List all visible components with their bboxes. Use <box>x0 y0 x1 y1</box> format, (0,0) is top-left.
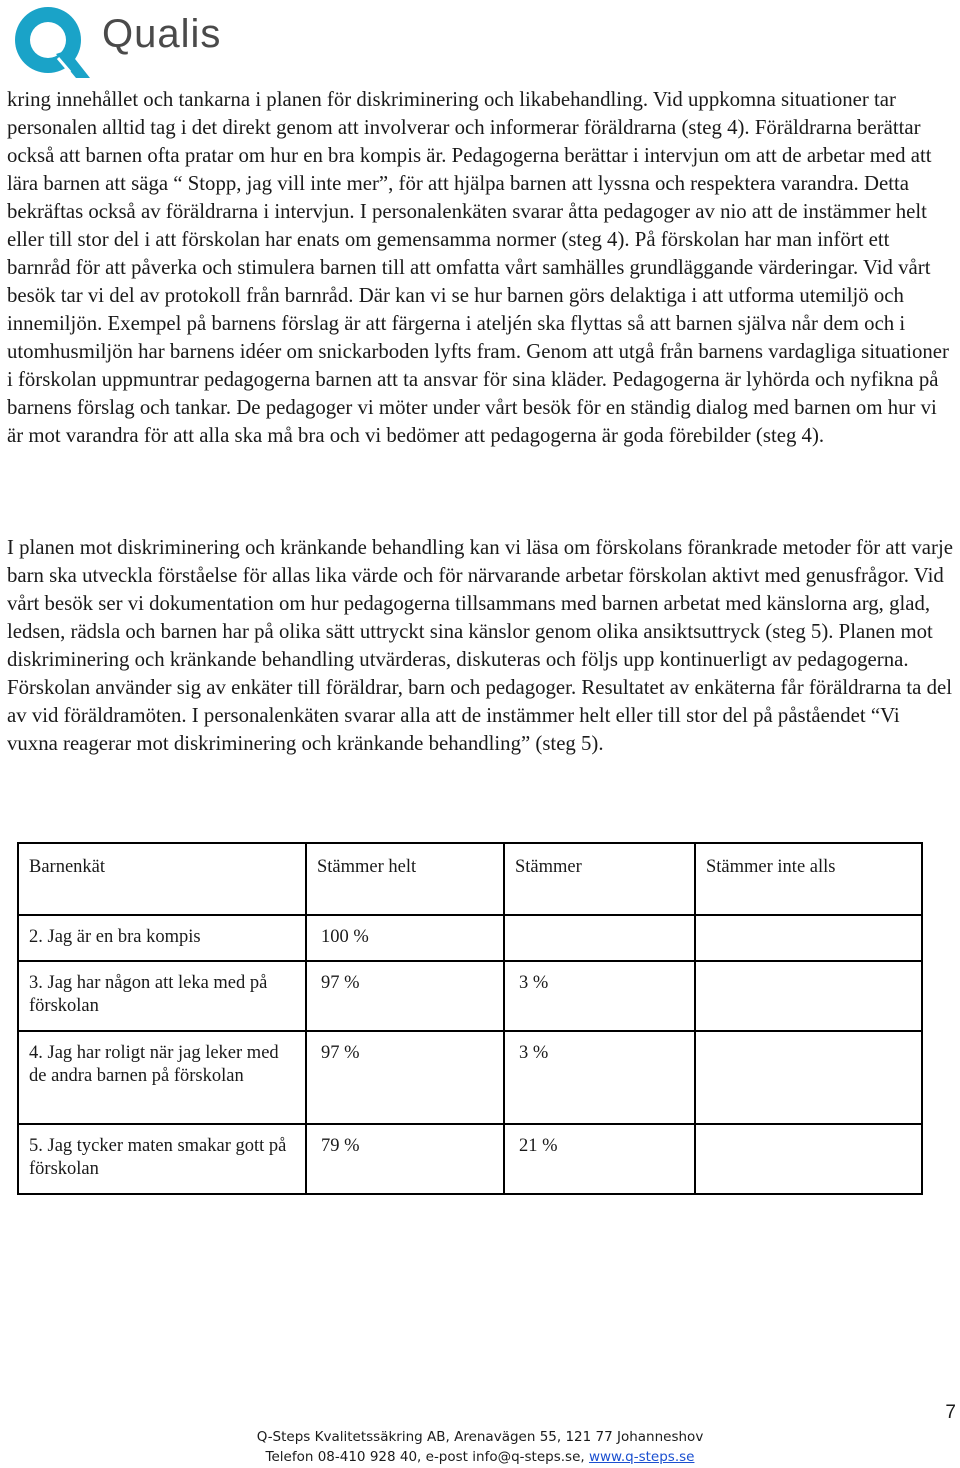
footer-website-link[interactable]: www.q-steps.se <box>588 1449 695 1465</box>
footer-contact <box>0 1447 960 1467</box>
table-cell-value: 21 % <box>504 1124 695 1194</box>
table-cell-question: 2. Jag är en bra kompis <box>18 915 306 961</box>
table-row <box>18 961 922 1031</box>
table-cell-value <box>695 1031 922 1124</box>
paragraph-1: kring innehållet och tankarna i planen för diskriminering och likabehandling. Vid uppkomna situationer tar personalen alltid tag i det direkt genom att involverar och informerar föräldrarna (steg 4). Föräldrarna berättar också att barnen ofta pratar om hur en bra kompis är. Pedagogerna berättar i intervjun om att de arbetar med att lära barnen att säga “ Stopp, jag vill inte mer”, för att hjälpa barnen att lyssna och respektera varandra. Detta bekräftas också av föräldrarna i intervjun. I personalenkäten svarar åtta pedagoger av nio att de instämmer helt eller till stor del i att förskolan har enats om gemensamma normer (steg 4). På förskolan har man infört ett barnråd för att påverka och stimulera barnen till att omfatta vårt samhälles grundläggande värderingar. Vid vårt besök tar vi del av protokoll från barnråd. Där kan vi se hur barnen görs delaktiga i att utforma utemiljö och innemiljön. Exempel på barnens förslag är att färgerna i ateljén ska flyttas så att barnen själva når dem och i utomhusmiljön har barnens idéer om snickarboden lyfts fram. Genom att utgå från barnens vardagliga situationer i förskolan uppmuntrar pedagogerna barnen att ta ansvar för sina kläder. Pedagogerna är lyhörda och nyfikna på barnens förslag och tankar. De pedagoger vi möter under vårt besök för en ständig dialog med barnen om hur vi är mot varandra för att alla ska må bra och vi bedömer att pedagogerna är goda förebilder (steg 4). <box>7 88 949 447</box>
page-number: 7 <box>945 1402 956 1423</box>
qualis-q-logo-icon <box>6 2 96 82</box>
logo-wordmark: Qualis <box>102 12 222 56</box>
footer-contact-text: Telefon 08-410 928 40, e-post info@q-steps.se, <box>265 1449 589 1465</box>
table-header-row <box>18 843 922 915</box>
table-cell-value: 100 % <box>306 915 504 961</box>
table-cell-question: 4. Jag har roligt när jag leker med de andra barnen på förskolan <box>18 1031 306 1124</box>
table-header-cell: Stämmer helt <box>306 843 504 915</box>
table-cell-value <box>695 1124 922 1194</box>
table-row <box>18 1031 922 1124</box>
table-cell-value: 97 % <box>306 961 504 1031</box>
table-cell-value <box>504 915 695 961</box>
table-cell-value <box>695 915 922 961</box>
table-cell-value: 79 % <box>306 1124 504 1194</box>
qualis-logo <box>6 2 236 82</box>
table-row <box>18 1124 922 1194</box>
table-cell-question: 5. Jag tycker maten smakar gott på förskolan <box>18 1124 306 1194</box>
table-header-cell: Stämmer inte alls <box>695 843 922 915</box>
table-header-cell: Barnenkät <box>18 843 306 915</box>
table-cell-value <box>695 961 922 1031</box>
table-cell-value: 3 % <box>504 1031 695 1124</box>
survey-table <box>17 842 923 1195</box>
footer-address: Q-Steps Kvalitetssäkring AB, Arenavägen 55, 121 77 Johanneshov <box>256 1429 704 1445</box>
table-cell-question: 3. Jag har någon att leka med på förskolan <box>18 961 306 1031</box>
table-row <box>18 915 922 961</box>
table-header-cell: Stämmer <box>504 843 695 915</box>
table-cell-value: 97 % <box>306 1031 504 1124</box>
paragraph-2: I planen mot diskriminering och kränkande behandling kan vi läsa om förskolans förankrade metoder för att varje barn ska utveckla förståelse för allas lika värde och för närvarande arbetar förskolan aktivt med genusfrågor. Vid vårt besök ser vi dokumentation om hur pedagogerna tillsammans med barnen arbetat med känslorna arg, glad, ledsen, rädsla och barnen har på olika sätt uttryckt sina känslor genom olika ansiktsuttryck (steg 5). Planen mot diskriminering och kränkande behandling utvärderas, diskuteras och följs upp kontinuerligt av pedagogerna. Förskolan använder sig av enkäter till föräldrar, barn och pedagoger. Resultatet av enkäterna får föräldrarna ta del av vid föräldramöten. I personalenkäten svarar alla att de instämmer helt eller till stor del på påståendet “Vi vuxna reagerar mot diskriminering och kränkande behandling” (steg 5). <box>7 536 953 755</box>
table-cell-value: 3 % <box>504 961 695 1031</box>
